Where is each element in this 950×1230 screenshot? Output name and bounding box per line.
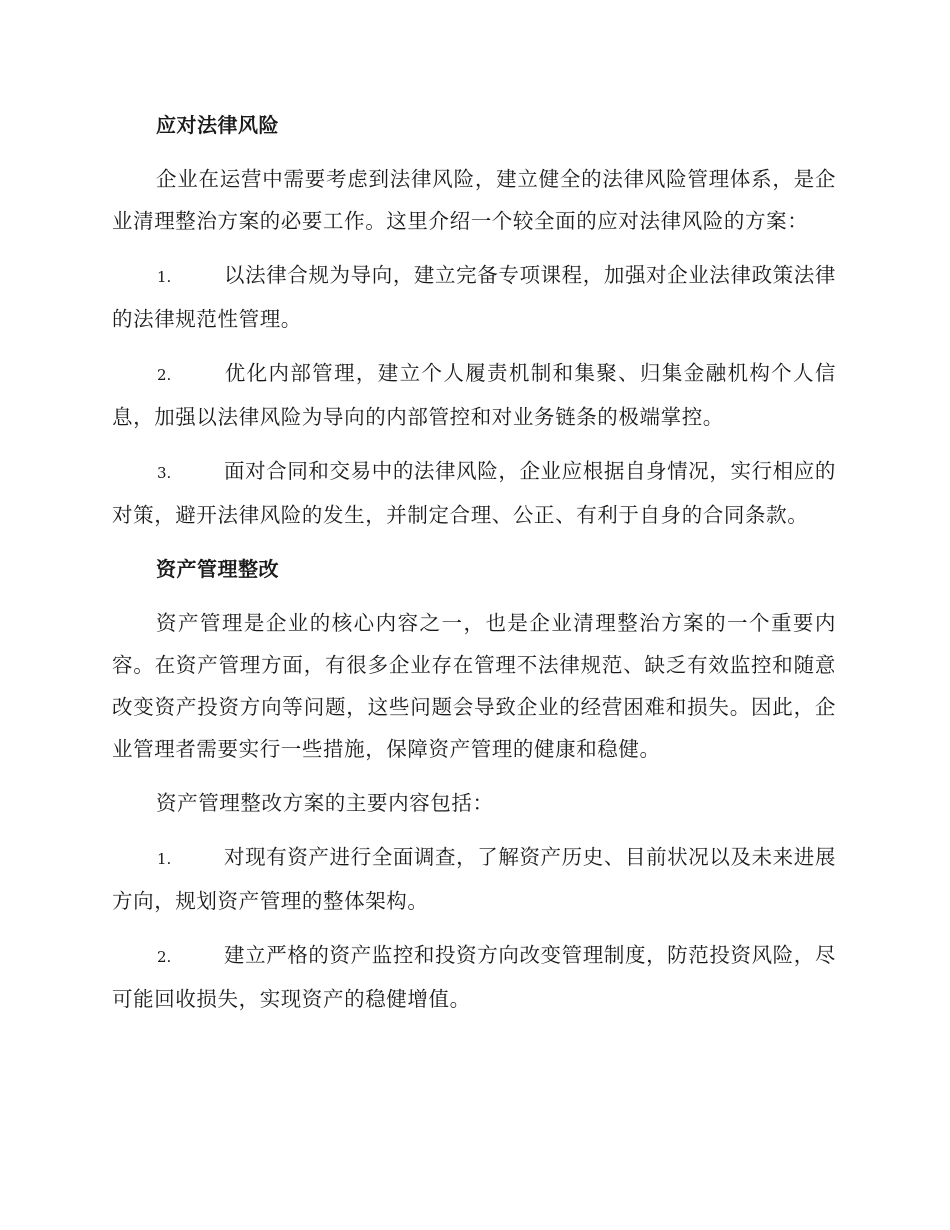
list-number: 2.: [157, 948, 172, 966]
list-item: [112, 450, 836, 536]
list-item: [112, 352, 836, 438]
document-body: [112, 104, 836, 1032]
list-number: 1.: [157, 268, 172, 286]
list-item-text: 优化内部管理，建立个人履责机制和集聚、归集金融机构个人信息，加强以法律风险为导向的内部管控和对业务链条的极端掌控。: [112, 361, 836, 429]
section-heading-asset-management: 资产管理整改: [156, 557, 279, 581]
paragraph: 资产管理整改方案的主要内容包括：: [156, 791, 494, 815]
list-item-text: 面对合同和交易中的法律风险，企业应根据自身情况，实行相应的对策，避开法律风险的发生，并制定合理、公正、有利于自身的合同条款。: [112, 459, 836, 527]
list-number: 3.: [157, 464, 172, 482]
list-item-text: 对现有资产进行全面调查，了解资产历史、目前状况以及未来进展方向，规划资产管理的整体架构。: [112, 845, 836, 913]
paragraph: 企业在运营中需要考虑到法律风险，建立健全的法律风险管理体系，是企业清理整治方案的必要工作。这里介绍一个较全面的应对法律风险的方案：: [112, 167, 836, 233]
list-item-text: 建立严格的资产监控和投资方向改变管理制度，防范投资风险，尽可能回收损失，实现资产的稳健增值。: [112, 943, 836, 1011]
list-item: [112, 934, 836, 1020]
list-number: 2.: [157, 366, 172, 384]
list-number: 1.: [157, 850, 172, 868]
paragraph: 资产管理是企业的核心内容之一，也是企业清理整治方案的一个重要内容。在资产管理方面，有很多企业存在管理不法律规范、缺乏有效监控和随意改变资产投资方向等问题，这些问题会导致企业的经营困难和损失。因此，企业管理者需要实行一些措施，保障资产管理的健康和稳健。: [112, 611, 836, 761]
section-heading-legal-risk: 应对法律风险: [156, 113, 279, 137]
list-item: [112, 836, 836, 922]
list-item: [112, 254, 836, 340]
list-item-text: 以法律合规为导向，建立完备专项课程，加强对企业法律政策法律的法律规范性管理。: [112, 263, 836, 331]
